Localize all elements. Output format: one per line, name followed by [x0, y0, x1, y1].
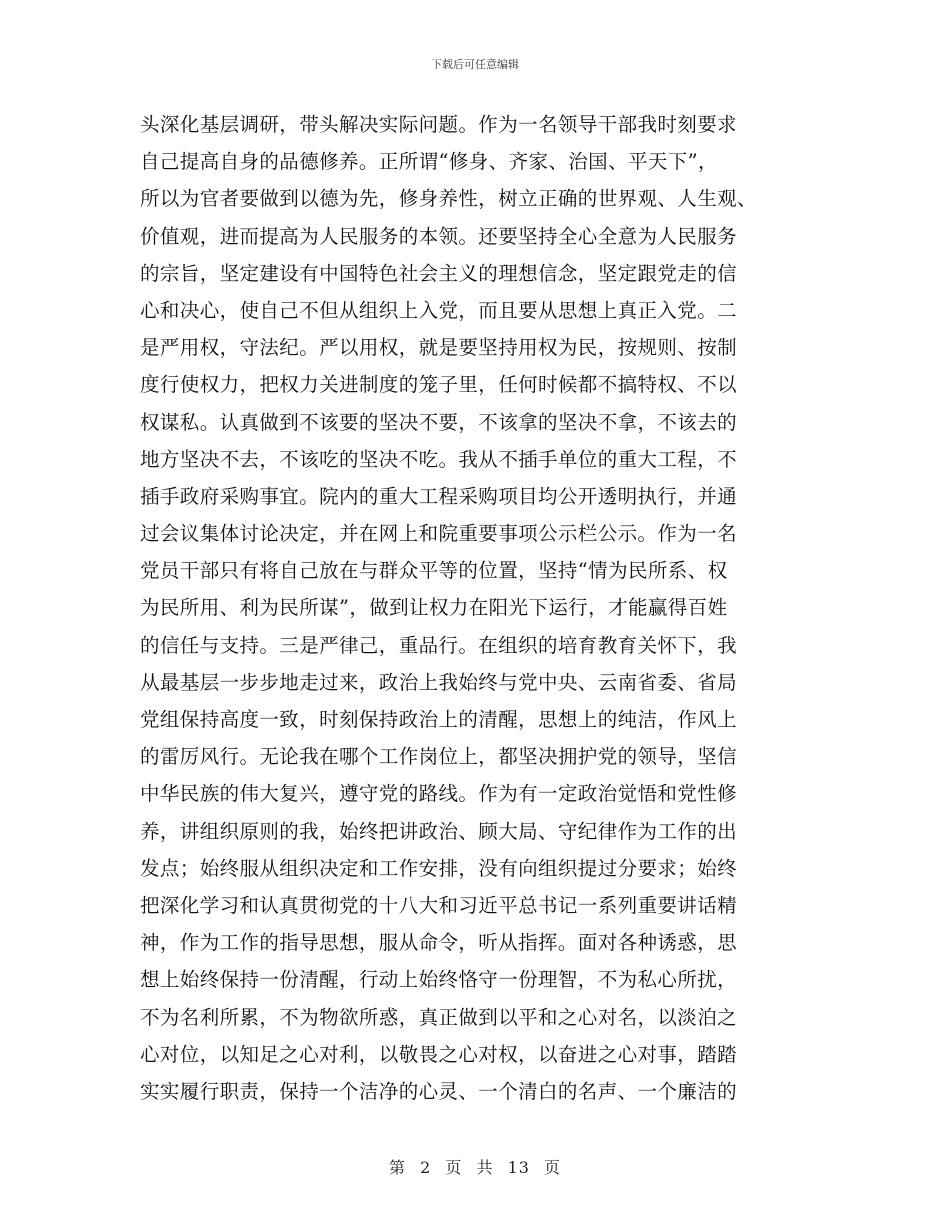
- page-header: 下载后可任意编辑: [431, 58, 519, 71]
- text-line: 养，讲组织原则的我，始终把讲政治、顾大局、守纪律作为工作的出: [140, 819, 738, 843]
- text-line: 度行使权力，把权力关进制度的笼子里，任何时候都不搞特权、不以: [140, 373, 738, 397]
- text-line: 不为名利所累，不为物欲所惑，真正做到以平和之心对名，以淡泊之: [140, 1005, 738, 1029]
- text-line: 价值观，进而提高为人民服务的本领。还要坚持全心全意为人民服务: [140, 224, 738, 248]
- footer-page-label: 页: [445, 1158, 463, 1177]
- text-line: 实实履行职责，保持一个洁净的心灵、一个清白的名声、一个廉洁的: [140, 1079, 738, 1103]
- text-line: 头深化基层调研，带头解决实际问题。作为一名领导干部我时刻要求: [140, 113, 738, 136]
- text-line: 中华民族的伟大复兴，遵守党的路线。作为有一定政治觉悟和党性修: [140, 782, 738, 806]
- text-line: 心和决心，使自己不但从组织上入党，而且要从思想上真正入党。二: [140, 298, 738, 322]
- text-line: 党员干部只有将自己放在与群众平等的位置，坚持“情为民所系、权: [140, 559, 728, 583]
- text-line: 为民所用、利为民所谋”，做到让权力在阳光下运行，才能赢得百姓: [140, 596, 728, 620]
- text-line: 是严用权，守法纪。严以用权，就是要坚持用权为民，按规则、按制: [140, 336, 738, 360]
- text-line: 所以为官者要做到以德为先，修身养性，树立正确的世界观、人生观、: [140, 187, 757, 211]
- current-page-number: 2: [420, 1158, 432, 1177]
- text-line: 权谋私。认真做到不该要的坚决不要，不该拿的坚决不拿，不该去的: [140, 410, 738, 434]
- text-line: 地方坚决不去，不该吃的坚决不吃。我从不插手单位的重大工程，不: [140, 447, 738, 471]
- text-line: 神，作为工作的指导思想，服从命令，听从指挥。面对各种诱惑，思: [140, 931, 738, 955]
- text-line: 想上始终保持一份清醒，行动上始终恪守一份理智，不为私心所扰，: [140, 968, 738, 992]
- text-line: 心对位，以知足之心对利，以敬畏之心对权，以奋进之心对事，踏踏: [140, 1042, 738, 1066]
- text-line: 自己提高自身的品德修养。正所谓“修身、齐家、治国、平天下”，: [140, 150, 718, 174]
- text-line: 的宗旨，坚定建设有中国特色社会主义的理想信念，坚定跟党走的信: [140, 261, 738, 285]
- footer-suffix: 页: [544, 1158, 562, 1177]
- text-line: 过会议集体讨论决定，并在网上和院重要事项公示栏公示。作为一名: [140, 522, 738, 546]
- footer-total-label: 共: [476, 1158, 494, 1177]
- page-footer: [0, 1155, 950, 1178]
- body-text: [140, 106, 812, 1110]
- text-line: 插手政府采购事宜。院内的重大工程采购项目均公开透明执行，并通: [140, 484, 738, 508]
- text-line: 党组保持高度一致，时刻保持政治上的清醒，思想上的纯洁，作风上: [140, 708, 738, 731]
- footer-prefix: 第: [388, 1158, 406, 1177]
- text-line: 发点；始终服从组织决定和工作安排，没有向组织提过分要求；始终: [140, 856, 738, 880]
- text-line: 从最基层一步步地走过来，政治上我始终与党中央、云南省委、省局: [140, 670, 738, 694]
- text-line: 把深化学习和认真贯彻党的十八大和习近平总书记一系列重要讲话精: [140, 893, 738, 917]
- text-line: 的雷厉风行。无论我在哪个工作岗位上，都坚决拥护党的领导，坚信: [140, 745, 738, 769]
- total-page-count: 13: [507, 1158, 530, 1177]
- text-line: 的信任与支持。三是严律己，重品行。在组织的培育教育关怀下，我: [140, 633, 738, 657]
